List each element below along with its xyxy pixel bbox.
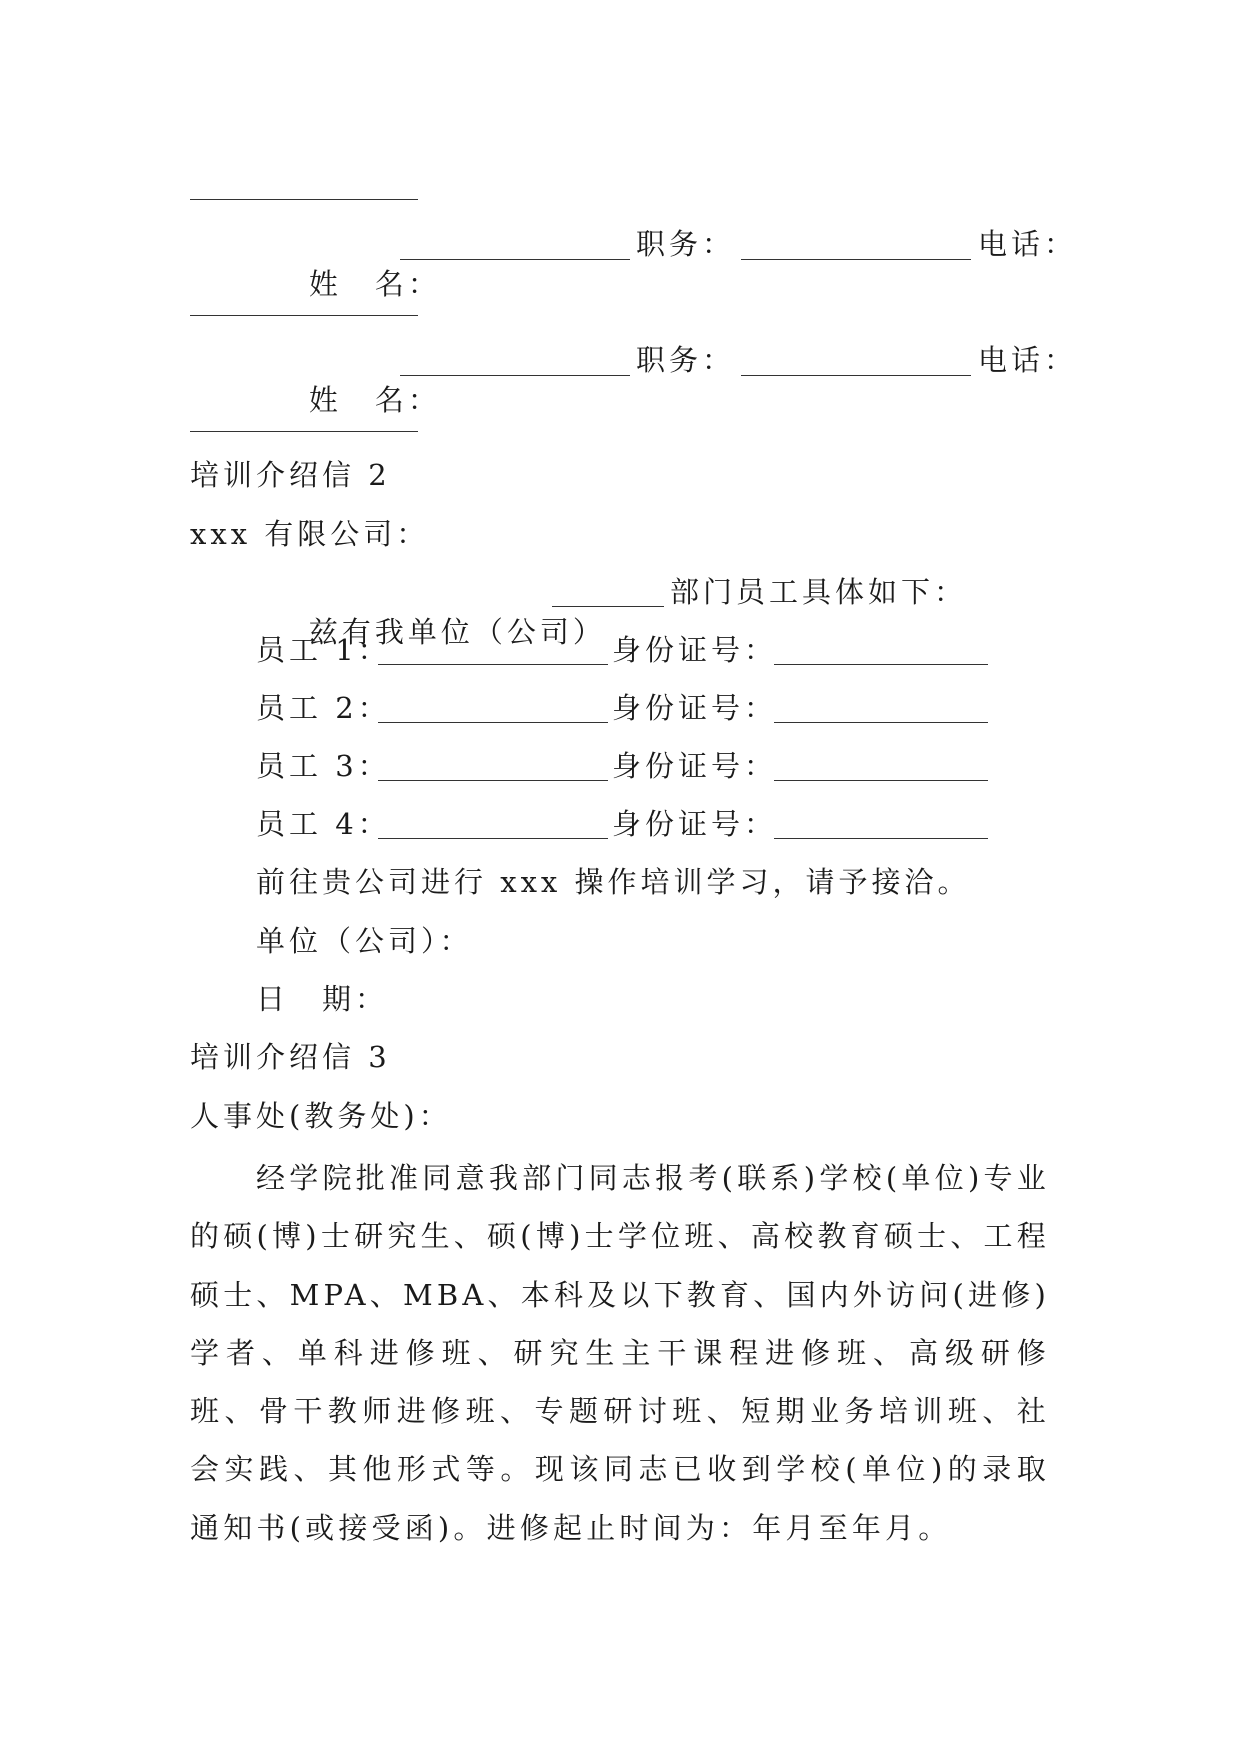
date-label: 日 期： [256, 982, 389, 1016]
unit-label: 单位（公司）： [256, 924, 473, 958]
contact-row [256, 224, 441, 344]
id-label: 身份证号： [612, 807, 778, 841]
id-label: 身份证号： [612, 691, 778, 725]
name-label: 姓 名： [308, 383, 441, 417]
purpose-line: 前往贵公司进行 xxx 操作培训学习，请予接洽。 [256, 865, 971, 899]
name-blank [400, 259, 630, 260]
employee-label: 员工 4： [256, 807, 391, 841]
employee-label: 员工 2： [256, 691, 391, 725]
contact-row [256, 340, 441, 460]
salutation: 人事处(教务处)： [190, 1099, 452, 1133]
id-blank [774, 780, 988, 781]
employee-blank [378, 664, 608, 665]
section-title: 培训介绍信 3 [190, 1040, 391, 1074]
id-blank [774, 838, 988, 839]
phone-label: 电话： [978, 343, 1078, 377]
id-blank [774, 664, 988, 665]
position-blank [741, 375, 971, 376]
salutation: xxx 有限公司： [190, 517, 430, 551]
id-blank [774, 722, 988, 723]
phone-label: 电话： [978, 227, 1078, 261]
employee-blank [378, 780, 608, 781]
phone-blank [190, 431, 418, 432]
section-title: 培训介绍信 2 [190, 458, 391, 492]
department-blank [552, 606, 664, 607]
position-label: 职务： [636, 227, 736, 261]
employee-blank [378, 722, 608, 723]
id-label: 身份证号： [612, 749, 778, 783]
position-label: 职务： [636, 343, 736, 377]
name-blank [400, 375, 630, 376]
position-blank [741, 259, 971, 260]
employee-label: 员工 1： [256, 633, 391, 667]
employee-label: 员工 3： [256, 749, 391, 783]
name-label: 姓 名： [308, 267, 441, 301]
id-label: 身份证号： [612, 633, 778, 667]
intro-text-tail: 部门员工具体如下： [670, 575, 968, 609]
intro-text: 兹有我单位（公司） [308, 615, 606, 649]
letter-body: 经学院批准同意我部门同志报考(联系)学校(单位)专业的硕(博)士研究生、硕(博)士学位班、高校教育硕士、工程硕士、MPA、MBA、本科及以下教育、国内外访问(进修)学者、单科进修班、研究生主干课程进修班、高级研修班、骨干教师进修班、专题研讨班、短期业务培训班、社会实践、其他形式等。现该同志已收到学校(单位)的录取通知书(或接受函)。进修起止时间为：年月至年月。 [190, 1161, 1050, 1545]
blank-line [190, 199, 418, 200]
phone-blank [190, 315, 418, 316]
employee-blank [378, 838, 608, 839]
